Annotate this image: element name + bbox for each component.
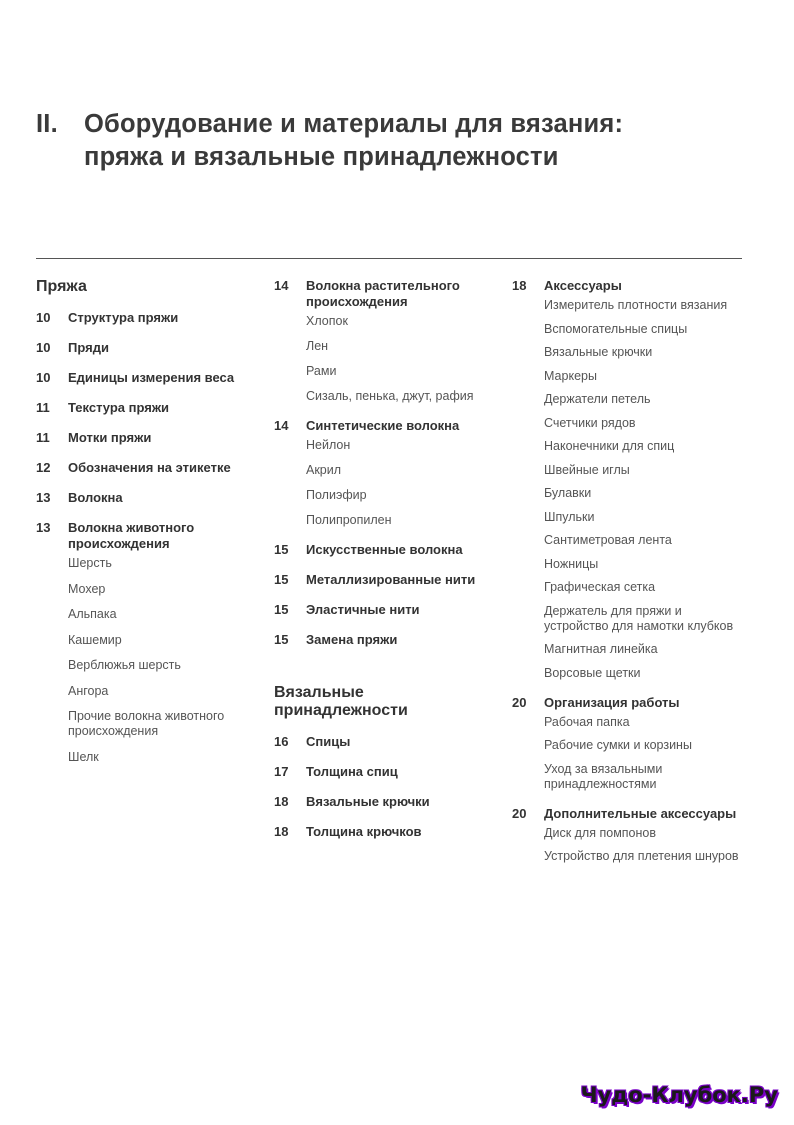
toc-page-number: 14 [274, 278, 289, 293]
toc-column-3 [512, 278, 742, 878]
toc-page-number: 14 [274, 418, 289, 433]
toc-entry-title: Пряди [68, 340, 109, 355]
toc-page-number: 18 [512, 278, 527, 293]
toc-subitem[interactable]: Счетчики рядов [544, 415, 636, 430]
section-heading-tools: Вязальные принадлежности [274, 684, 408, 719]
chapter-number: II. [36, 110, 58, 138]
toc-entry-title: Замена пряжи [306, 632, 398, 647]
toc-subitem[interactable]: Держатель для пряжи и устройство для намотки клубков [544, 603, 734, 633]
toc-entry-title: Волокна растительного происхождения [306, 278, 460, 309]
toc-subitem[interactable]: Шпульки [544, 509, 595, 524]
toc-subitem[interactable]: Шелк [68, 749, 99, 764]
toc-entry-title: Текстура пряжи [68, 400, 170, 415]
toc-subitem[interactable]: Магнитная линейка [544, 642, 658, 656]
toc-subitem[interactable]: Держатели петель [544, 392, 651, 406]
toc-page-number: 12 [36, 460, 51, 475]
toc-subitem[interactable]: Диск для помпонов [544, 825, 656, 840]
toc-page-number: 15 [274, 542, 289, 557]
toc-subitems [544, 715, 742, 792]
chapter-title-line1: Оборудование и материалы для вязания: [84, 110, 624, 138]
toc-entry[interactable] [274, 734, 494, 750]
toc-subitem[interactable]: Хлопок [306, 314, 348, 328]
toc-entry-title: Толщина спиц [306, 764, 398, 779]
toc-page-number: 18 [274, 794, 289, 809]
toc-page-number: 11 [36, 400, 50, 415]
toc-entry-title: Вязальные крючки [306, 794, 430, 809]
toc-column-1 [36, 278, 251, 779]
toc-entry[interactable] [274, 542, 494, 558]
toc-page-number: 10 [36, 340, 51, 355]
toc-subitem[interactable]: Ворсовые щетки [544, 665, 641, 680]
toc-subitem[interactable]: Альпака [68, 607, 117, 621]
toc-entry[interactable] [36, 370, 251, 386]
toc-subitems [544, 826, 742, 865]
toc-subitem[interactable]: Кашемир [68, 632, 122, 647]
toc-page-number: 10 [36, 370, 51, 385]
toc-subitem[interactable]: Маркеры [544, 368, 597, 383]
toc-entry-title: Аксессуары [544, 278, 622, 293]
toc-page-number: 11 [36, 430, 50, 445]
toc-subitem[interactable]: Сизаль, пенька, джут, рафия [306, 389, 474, 403]
toc-page-number: 15 [274, 572, 289, 587]
toc-entry[interactable] [274, 418, 494, 434]
toc-entry[interactable] [36, 310, 251, 326]
toc-entry[interactable] [274, 632, 494, 648]
toc-subitem[interactable]: Рами [306, 364, 337, 378]
toc-entry-title: Искусственные волокна [306, 542, 463, 557]
toc-subitem[interactable]: Уход за вязальными принадлежностями [544, 761, 663, 791]
toc-subitems [68, 556, 251, 765]
toc-subitem[interactable]: Наконечники для спиц [544, 439, 675, 453]
toc-page-number: 13 [36, 520, 51, 535]
toc-entry-title: Толщина крючков [306, 824, 422, 839]
toc-entry-title: Волокна [68, 490, 123, 505]
toc-entry[interactable] [274, 794, 494, 810]
toc-entry-title: Структура пряжи [68, 310, 179, 325]
toc-entry-title: Единицы измерения веса [68, 370, 235, 385]
toc-entry-title: Организация работы [544, 694, 680, 710]
toc-subitem[interactable]: Графическая сетка [544, 580, 656, 594]
toc-entry[interactable] [36, 520, 251, 552]
toc-subitem[interactable]: Вспомогательные спицы [544, 321, 688, 336]
chapter-title-line2: пряжа и вязальные принадлежности [84, 143, 559, 171]
toc-subitem[interactable]: Ангора [68, 683, 109, 698]
toc-subitems [306, 438, 494, 528]
toc-entry-title: Эластичные нити [306, 602, 420, 617]
toc-entry[interactable] [274, 278, 494, 310]
toc-entry-title: Дополнительные аксессуары [544, 805, 737, 821]
toc-entry[interactable] [512, 695, 742, 711]
toc-subitem[interactable]: Нейлон [306, 438, 351, 452]
toc-subitem[interactable]: Измеритель плотности вязания [544, 298, 728, 312]
toc-page-number: 20 [512, 805, 527, 821]
toc-subitem[interactable]: Полиэфир [306, 488, 367, 502]
toc-subitem[interactable]: Шерсть [68, 556, 112, 570]
toc-entry-title: Обозначения на этикетке [68, 460, 231, 475]
toc-page-number: 17 [274, 764, 289, 779]
toc-page-number: 20 [512, 694, 527, 710]
toc-entry-title: Мотки пряжи [68, 430, 152, 445]
watermark-logo: Чудо-Клубок.Ру [580, 1083, 778, 1107]
toc-entry[interactable] [36, 460, 251, 476]
divider-rule [36, 258, 742, 259]
toc-page-number: 15 [274, 632, 289, 647]
toc-subitem[interactable]: Прочие волокна животного происхождения [68, 709, 225, 738]
toc-subitems [544, 298, 742, 681]
toc-entry-title: Металлизированные нити [306, 572, 476, 587]
toc-subitem[interactable]: Акрил [306, 463, 342, 477]
toc-subitem[interactable]: Лен [306, 339, 329, 353]
toc-entry[interactable] [274, 602, 494, 618]
toc-subitem[interactable]: Рабочие сумки и корзины [544, 738, 692, 752]
toc-page-number: 13 [36, 490, 51, 505]
toc-entry[interactable] [36, 490, 251, 506]
toc-entry-title: Волокна животного происхождения [68, 520, 195, 551]
toc-entry[interactable] [512, 806, 742, 822]
toc-entry[interactable] [274, 764, 494, 780]
toc-subitem[interactable]: Полипропилен [306, 513, 392, 527]
toc-entry[interactable] [36, 340, 251, 356]
toc-subitem[interactable]: Сантиметровая лента [544, 533, 672, 547]
toc-subitem[interactable]: Мохер [68, 581, 106, 596]
toc-entry-title: Синтетические волокна [306, 418, 460, 433]
chapter-title [36, 108, 623, 174]
toc-subitem[interactable]: Ножницы [544, 556, 599, 571]
toc-subitem[interactable]: Булавки [544, 486, 592, 500]
toc-subitem[interactable]: Верблюжья шерсть [68, 658, 181, 672]
toc-entry[interactable] [36, 400, 251, 416]
toc-page-number: 15 [274, 602, 289, 617]
toc-entry[interactable] [512, 278, 742, 294]
toc-page-number: 18 [274, 824, 289, 839]
section-heading-yarn: Пряжа [36, 278, 87, 295]
toc-entry[interactable] [274, 824, 494, 840]
toc-subitem[interactable]: Вязальные крючки [544, 345, 653, 359]
toc-entry-title: Спицы [306, 734, 351, 749]
toc-entry[interactable] [274, 572, 494, 588]
toc-column-2 [274, 278, 494, 854]
toc-page-number: 10 [36, 310, 51, 325]
toc-page-number: 16 [274, 734, 289, 749]
toc-subitem[interactable]: Устройство для плетения шнуров [544, 849, 739, 863]
toc-subitem[interactable]: Рабочая папка [544, 714, 630, 729]
toc-subitems [306, 314, 494, 404]
toc-entry[interactable] [36, 430, 251, 446]
toc-subitem[interactable]: Швейные иглы [544, 462, 630, 477]
